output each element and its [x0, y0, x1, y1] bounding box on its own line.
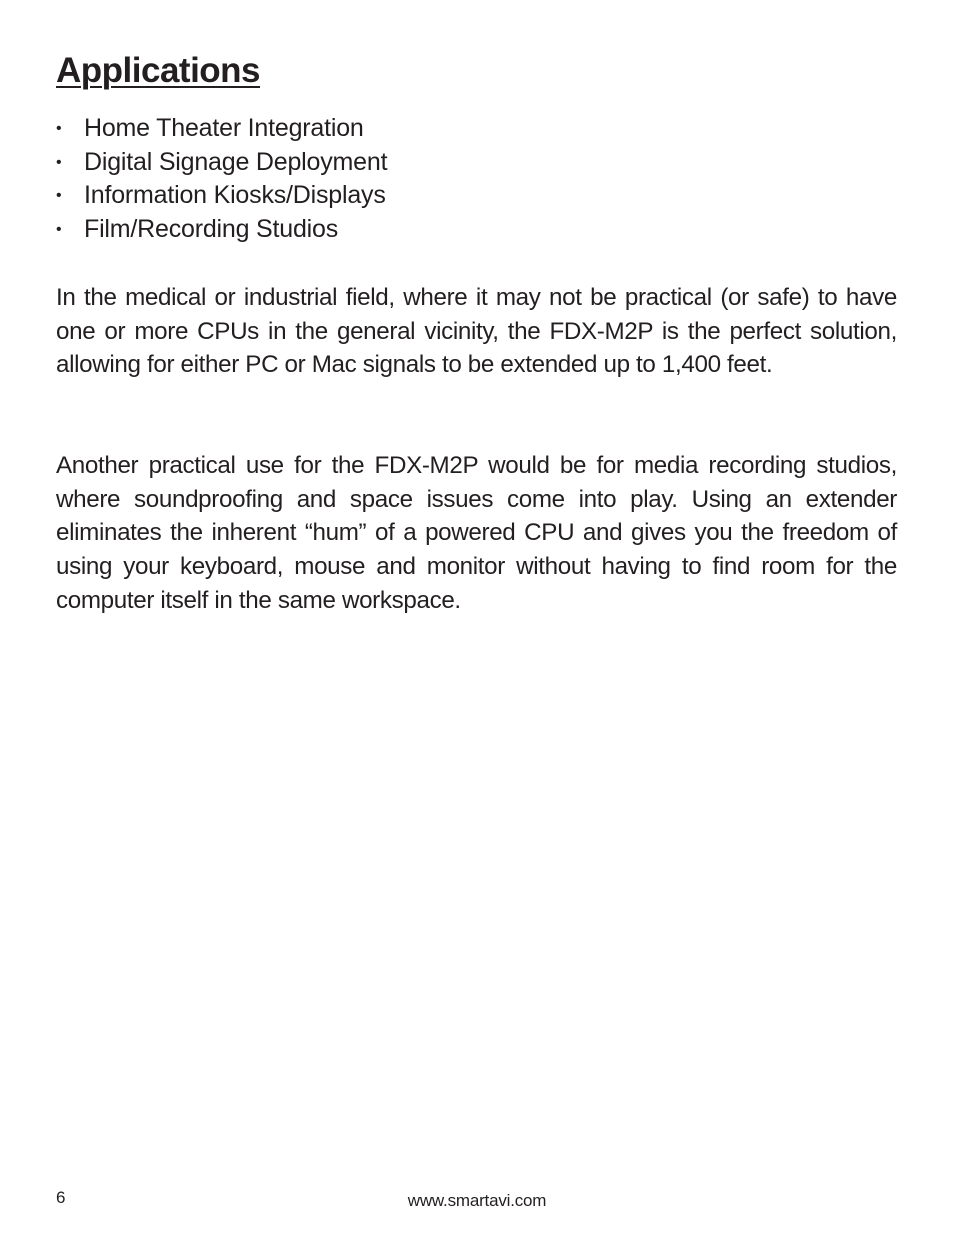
list-item-label: Information Kiosks/Displays [84, 181, 386, 210]
applications-list [56, 112, 387, 247]
page-number: 6 [56, 1188, 66, 1207]
list-item [56, 146, 387, 180]
recording-studio-paragraph: Another practical use for the FDX-M2P would be for media recording studios, where soundproofing and space issues come into play. Using an extender eliminates the inherent “hum” of a powered CPU and gives you the freedom of using your keyboard, mouse and monitor without having to find room for the computer itself in the same workspace. [56, 452, 897, 614]
bullet-icon: • [56, 221, 62, 239]
list-item [56, 179, 387, 213]
list-item-label: Digital Signage Deployment [84, 147, 388, 176]
footer-website-link[interactable]: www.smartavi.com [407, 1191, 547, 1210]
list-item [56, 213, 387, 247]
bullet-icon: • [56, 120, 62, 137]
bullet-icon: • [56, 187, 62, 205]
bullet-icon: • [56, 153, 62, 171]
medical-industrial-paragraph: In the medical or industrial field, where it may not be practical (or safe) to have one or more CPUs in the general vicinity, the FDX-M2P is the perfect solution, allowing for either PC or Mac signals to be extended up to 1,400 feet. [56, 284, 897, 379]
list-item [56, 112, 387, 146]
list-item-label: Home Theater Integration [84, 114, 364, 142]
page-title: Applications [56, 51, 261, 90]
list-item-label: Film/Recording Studios [84, 215, 339, 244]
